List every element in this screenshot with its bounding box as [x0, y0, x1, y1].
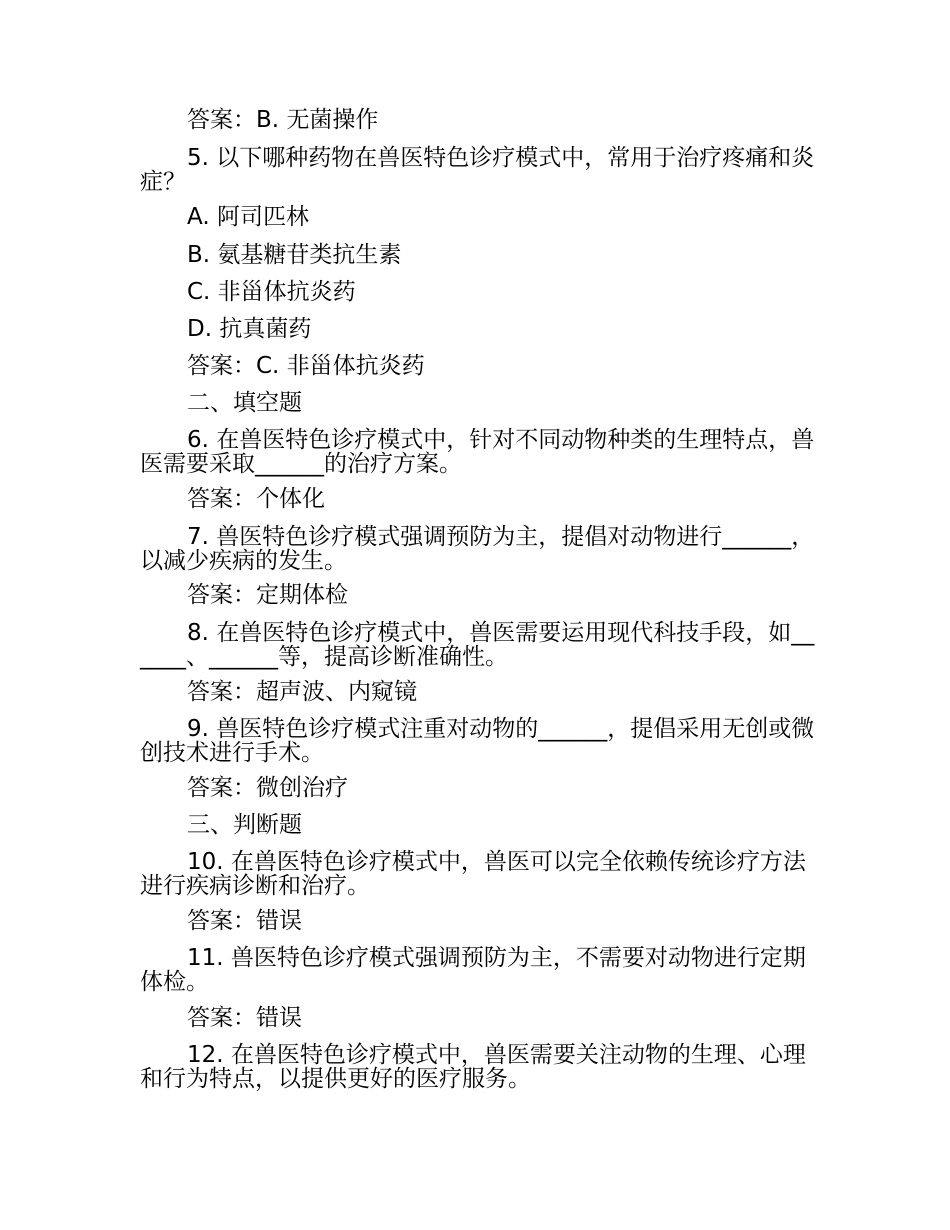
question-12: 12. 在兽医特色诊疗模式中，兽医需要关注动物的生理、心理和行为特点，以提供更好的医疗服务。 — [140, 1042, 806, 1092]
question-6: 6. 在兽医特色诊疗模式中，针对不同动物种类的生理特点，兽医需要采取______的治疗方案。 — [140, 427, 815, 477]
answer-line: 答案：超声波、内窥镜 — [187, 679, 417, 705]
question-8: 8. 在兽医特色诊疗模式中，兽医需要运用现代科技手段，如______、______等，提高诊断准确性。 — [140, 620, 815, 670]
option-c: C. 非甾体抗炎药 — [187, 279, 356, 305]
answer-line: 答案：错误 — [187, 1005, 302, 1031]
answer-line: 答案：错误 — [187, 908, 302, 934]
answer-line: 答案：微创治疗 — [187, 775, 348, 801]
section-heading-true-false: 三、判断题 — [187, 812, 302, 838]
answer-line: 答案：定期体检 — [187, 582, 348, 608]
question-11: 11. 兽医特色诊疗模式强调预防为主，不需要对动物进行定期体检。 — [140, 945, 806, 995]
option-b: B. 氨基糖苷类抗生素 — [187, 242, 402, 268]
question-5: 5. 以下哪种药物在兽医特色诊疗模式中，常用于治疗疼痛和炎症？ — [140, 145, 815, 195]
question-10: 10. 在兽医特色诊疗模式中，兽医可以完全依赖传统诊疗方法进行疾病诊断和治疗。 — [140, 849, 806, 899]
section-heading-fill-in: 二、填空题 — [187, 390, 302, 416]
answer-line: 答案：B. 无菌操作 — [187, 107, 379, 133]
option-a: A. 阿司匹林 — [187, 204, 309, 230]
question-7: 7. 兽医特色诊疗模式强调预防为主，提倡对动物进行______，以减少疾病的发生。 — [140, 524, 815, 574]
answer-line: 答案：个体化 — [187, 486, 325, 512]
answer-line: 答案：C. 非甾体抗炎药 — [187, 353, 425, 379]
option-d: D. 抗真菌药 — [187, 316, 312, 342]
question-9: 9. 兽医特色诊疗模式注重对动物的______，提倡采用无创或微创技术进行手术。 — [140, 716, 815, 766]
